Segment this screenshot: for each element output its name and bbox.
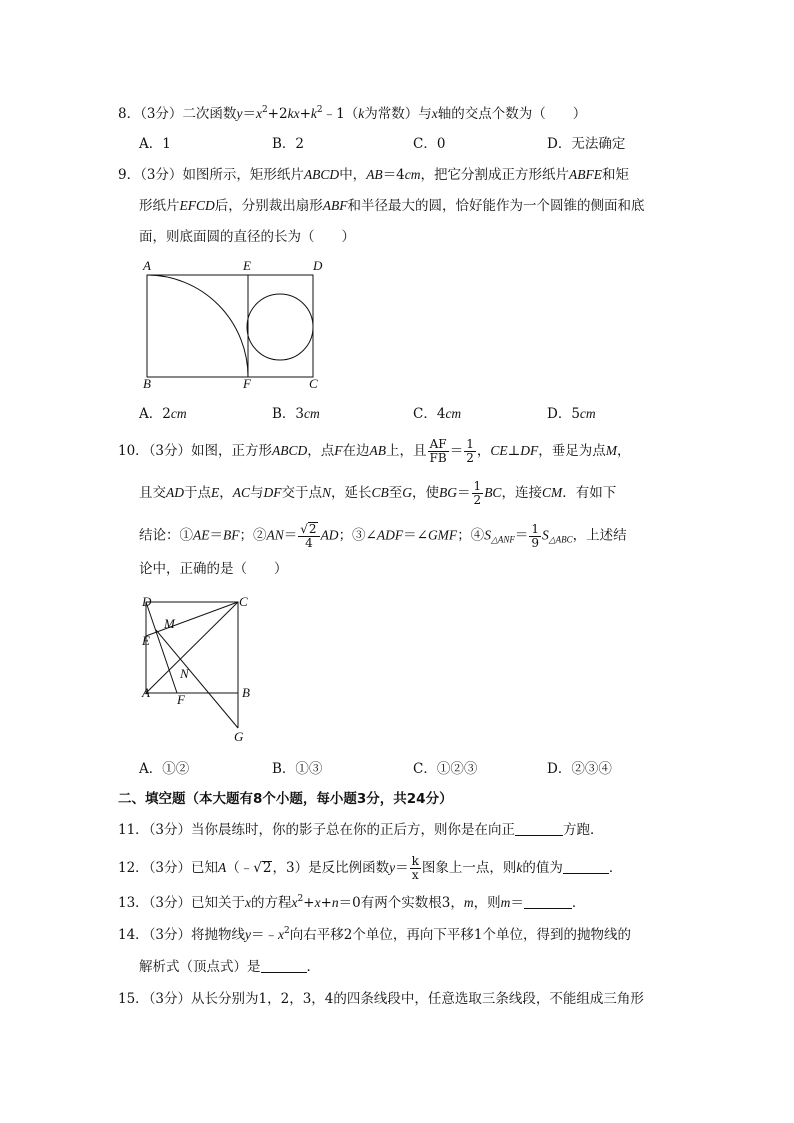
q9-option-d[interactable]: D．5cm (547, 406, 596, 422)
fraction-root2-over-4: $\frac{√2}{4}$ (298, 522, 319, 550)
answer-blank[interactable] (515, 821, 563, 836)
diagonal-ac (146, 602, 238, 693)
label-e: E (243, 258, 251, 273)
answer-blank[interactable] (524, 894, 572, 909)
label-n: N (180, 666, 189, 681)
q10-stem-line3: 结论：①AE＝BF；②AN＝ $\frac{√2}{4}$ AD；③∠ADF＝∠GMF；$④S_{\triangle ANF}=$ $\frac{1}{9}$ $S_{\triangle ABC}$，上述结 (139, 521, 627, 550)
answer-blank[interactable] (563, 859, 609, 874)
q8-option-d[interactable]: D．无法确定 (547, 136, 626, 152)
q10-stem-line4: 论中，正确的是（ ） (139, 561, 288, 577)
label-f: F (243, 376, 251, 391)
q14-stem-line1: 14．（3分）将抛物线$y=﹣x^2$向右平移2个单位，再向下平移1个单位，得到的抛物线的 (118, 926, 631, 943)
label-c: C (309, 376, 318, 391)
q9-stem-line2: 形纸片EFCD后，分别裁出扇形ABF和半径最大的圆，恰好能作为一个圆锥的侧面和底 (139, 198, 645, 214)
q13-stem: 13．（3分）已知关于x的方程$x^2+x+n=0$有两个实数根3，m，则m＝ ． (118, 894, 586, 911)
fraction-one-ninth: $\frac{1}{9}$ (531, 521, 539, 550)
label-m: M (164, 616, 175, 631)
q8-stem: 8．（3分）二次函数$y=x^2+2kx+k^2﹣1(k$为常数）与x轴的交点个数为（ ） (118, 105, 587, 122)
q10-stem-line1: 10．（3分）如图，正方形ABCD，点F在边AB上，且 $\frac{AF}{FB}$ ＝ $\frac{1}{2}$ ，CE⊥DF，垂足为点M， (118, 437, 631, 465)
fraction-af-fb: $\frac{AF}{FB}$ (429, 437, 447, 465)
label-d: D (313, 258, 323, 273)
sector-arc-abf (147, 275, 248, 377)
q10-option-b[interactable]: B．①③ (272, 761, 323, 777)
label-a: A (142, 685, 150, 700)
q10-option-a[interactable]: A．①② (139, 761, 190, 777)
answer-blank[interactable] (261, 958, 307, 973)
q8-option-a[interactable]: A．1 (139, 136, 171, 152)
q9-stem-line3: 面，则底面圆的直径的长为（ ） (139, 229, 355, 245)
q14-stem-line2: 解析式（顶点式）是 ． (139, 959, 320, 975)
label-b: B (143, 376, 151, 391)
q9-option-a[interactable]: A．2cm (139, 406, 187, 422)
label-e: E (142, 633, 150, 648)
q12-stem: 12．（3分）已知A（﹣√2，3）是反比例函数y＝ $\frac{k}{x}$ 图象上一点，则k的值为 ． (118, 854, 623, 882)
rectangle-abcd (147, 275, 313, 377)
label-c: C (239, 594, 248, 609)
inscribed-circle (247, 294, 313, 360)
label-f: F (177, 692, 185, 707)
q10-option-d[interactable]: D．②③④ (547, 761, 612, 777)
segment-ce (146, 602, 238, 636)
q11-stem: 11．（3分）当你晨练时，你的影子总在你的正后方，则你是在向正 方跑． (118, 822, 604, 838)
q9-option-b[interactable]: B．3cm (272, 406, 320, 422)
q8-option-b[interactable]: B．2 (272, 136, 305, 152)
segment-mg (156, 630, 238, 728)
label-d: D (142, 594, 152, 609)
q10-figure (136, 590, 266, 750)
fraction-one-half: $\frac{1}{2}$ (466, 437, 474, 465)
label-a: A (143, 258, 151, 273)
q8-option-c[interactable]: C．0 (413, 136, 446, 152)
section-heading: 二、填空题（本大题有8个小题，每小题3分，共24分） (118, 791, 453, 807)
q15-stem: 15．（3分）从长分别为1，2，3，4的四条线段中，任意选取三条线段，不能组成三角形 (118, 991, 644, 1007)
q9-figure (135, 256, 335, 396)
fraction-k-over-x: $\frac{k}{x}$ (411, 854, 419, 882)
q9-option-c[interactable]: C．4cm (413, 406, 462, 422)
label-g: G (234, 729, 244, 744)
q10-option-c[interactable]: C．①②③ (413, 761, 478, 777)
q10-stem-line2: 且交AD于点E，AC与DF交于点N，延长CB至G，使BG＝ $\frac{1}{2}$ BC，连接CM．有如下 (139, 479, 617, 507)
label-b: B (242, 685, 250, 700)
q9-stem-line1: 9．（3分）如图所示，矩形纸片ABCD中，AB＝4cm，把它分割成正方形纸片ABFE和矩 (118, 167, 630, 183)
fraction-one-half-bc: $\frac{1}{2}$ (473, 479, 482, 507)
